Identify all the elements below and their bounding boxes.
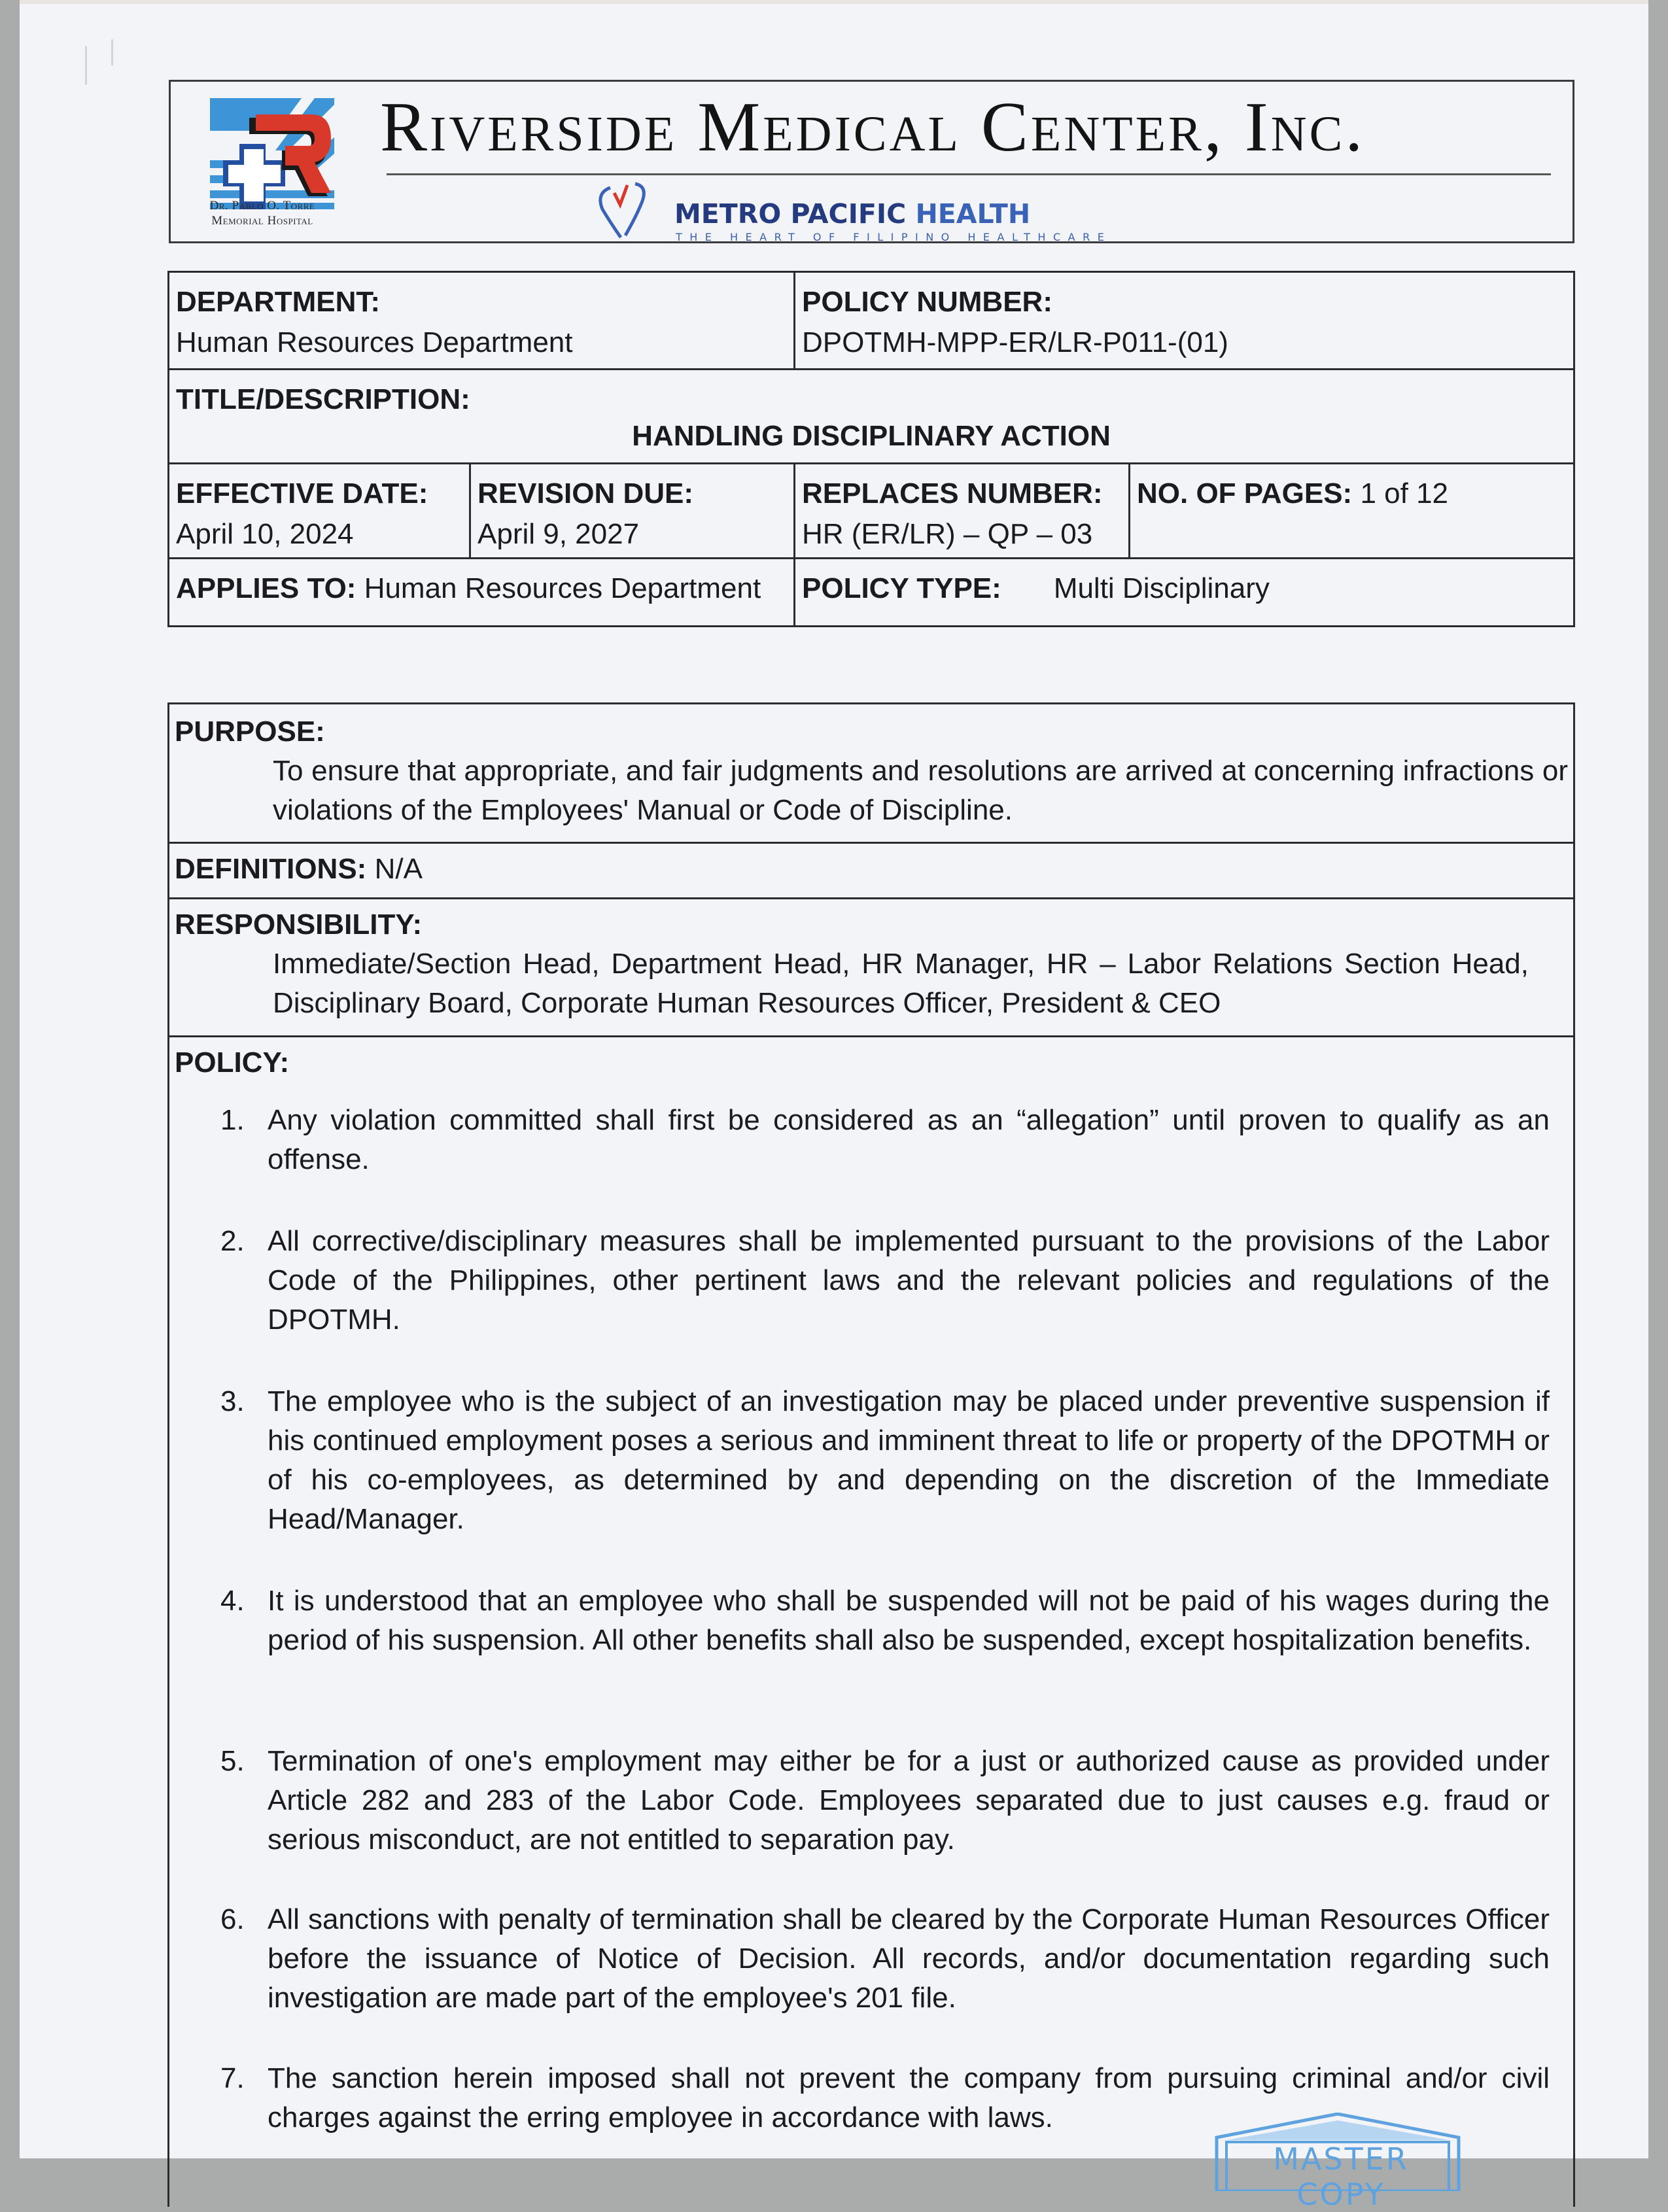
effective-date-cell [167,462,471,559]
revision-due-label: REVISION DUE: [478,477,694,510]
policy-type-cell [793,557,1575,627]
policy-type-label: POLICY TYPE: [802,572,1001,604]
policy-label: POLICY: [175,1046,290,1079]
policy-item-text: All corrective/disciplinary measures shall be implemented pursuant to the provisions of the Labor Code of the Philippines, other pertinent laws and the relevant policies and regulations of the DPOTMH. [268,1225,1550,1336]
replaces-number-label: REPLACES NUMBER: [802,477,1103,510]
purpose-text: To ensure that appropriate, and fair judgments and resolutions are arrived at concerning infractions or violations of the Employees' Manual or Code of Discipline. [273,755,1568,826]
header-rule [387,173,1551,175]
policy-info-table [167,271,1575,627]
definitions-label: DEFINITIONS: [175,853,367,885]
applies-to-label: APPLIES TO: [176,572,356,604]
responsibility-label: RESPONSIBILITY: [175,908,423,941]
applies-to-cell [167,557,795,627]
pages-value: 1 of 12 [1360,477,1449,510]
department-cell [167,271,795,370]
policy-item-number: 2. [220,1225,245,1257]
partner-name-part1: METRO PACIFIC [674,198,907,230]
effective-date-value: April 10, 2024 [176,518,354,550]
policy-content [167,702,1575,2207]
policy-item-text: Any violation committed shall first be considered as an “allegation” until proven to qualify as an offense. [268,1104,1550,1175]
pages-cell [1128,462,1575,559]
department-value: Human Resources Department [176,326,573,358]
letterhead [169,80,1574,243]
partner-name [674,198,1030,230]
policy-item-text: The sanction herein imposed shall not prevent the company from pursuing criminal and/or civil charges against the erring employee in accordance with laws. [268,2062,1550,2134]
purpose-section [169,704,1573,844]
policy-item-text: The employee who is the subject of an investigation may be placed under preventive suspension if his continued employment poses a serious and imminent threat to life or property of the DPOTMH or of his co-employees, as determined by and depending on the discretion of the Immediate Head/Manager. [268,1385,1550,1535]
document-page [20,0,1648,2212]
applies-to-value: Human Resources Department [364,572,761,604]
policy-section [169,1035,1573,2134]
responsibility-text: Immediate/Section Head, Department Head, HR Manager, HR – Labor Relations Section Head, Disciplinary Board, Corporate Human Resources Officer, President & CEO [273,948,1529,1019]
policy-number-value: DPOTMH-MPP-ER/LR-P011-(01) [802,326,1228,358]
purpose-label: PURPOSE: [175,716,325,748]
policy-number-cell [793,271,1575,370]
partner-logo [596,180,1185,243]
hospital-caption-line2: Memorial Hospital [211,214,313,228]
revision-due-cell [469,462,795,559]
master-copy-stamp [1197,2113,1478,2212]
policy-number-label: POLICY NUMBER: [802,286,1052,318]
policy-item-text: All sanctions with penalty of termination shall be cleared by the Corporate Human Resources Officer before the issuance of Notice of Decision. All records, and/or documentation regarding such investigation are made part of the employee's 201 file. [268,1903,1550,2014]
policy-item-number: 6. [220,1903,245,1935]
policy-title: HANDLING DISCIPLINARY ACTION [632,420,1111,452]
policy-item-number: 4. [220,1585,245,1617]
title-label: TITLE/DESCRIPTION: [176,383,470,415]
policy-item-number: 5. [220,1745,245,1777]
page-top-edge [20,0,1648,4]
stamp-text: MASTER COPY [1273,2141,1409,2212]
hospital-caption-line1: Dr. Pablo O. Torre [209,199,315,213]
scan-mark [85,46,87,85]
pages-label: NO. OF PAGES: [1137,477,1353,510]
revision-due-value: April 9, 2027 [478,518,640,550]
replaces-number-cell [793,462,1130,559]
hospital-caption [177,198,347,228]
policy-item-number: 7. [220,2062,245,2094]
partner-tagline: THE HEART OF FILIPINO HEALTHCARE [676,231,1112,243]
definitions-value: N/A [374,853,423,885]
policy-item-text: Termination of one's employment may either be for a just or authorized cause as provided under Article 282 and 283 of the Labor Code. Employees separated due to just causes e.g. fraud or serious misconduct, are not entitled to separation pay. [268,1745,1550,1856]
policy-type-value: Multi Disciplinary [1053,572,1270,604]
policy-item-text: It is understood that an employee who shall be suspended will not be paid of his wages during the period of his suspension. All other benefits shall also be suspended, except hospitalization benefits. [268,1585,1550,1656]
title-cell [167,368,1575,464]
department-label: DEPARTMENT: [176,286,381,318]
scan-mark [111,39,113,65]
partner-name-part2: HEALTH [915,198,1031,230]
policy-item-number: 3. [220,1385,245,1417]
replaces-number-value: HR (ER/LR) – QP – 03 [802,518,1093,550]
definitions-section [169,842,1573,899]
policy-item-number: 1. [220,1104,245,1136]
organization-name: Riverside Medical Center, Inc. [380,88,1366,166]
responsibility-section [169,897,1573,1037]
heart-icon [596,180,655,239]
effective-date-label: EFFECTIVE DATE: [176,477,428,510]
